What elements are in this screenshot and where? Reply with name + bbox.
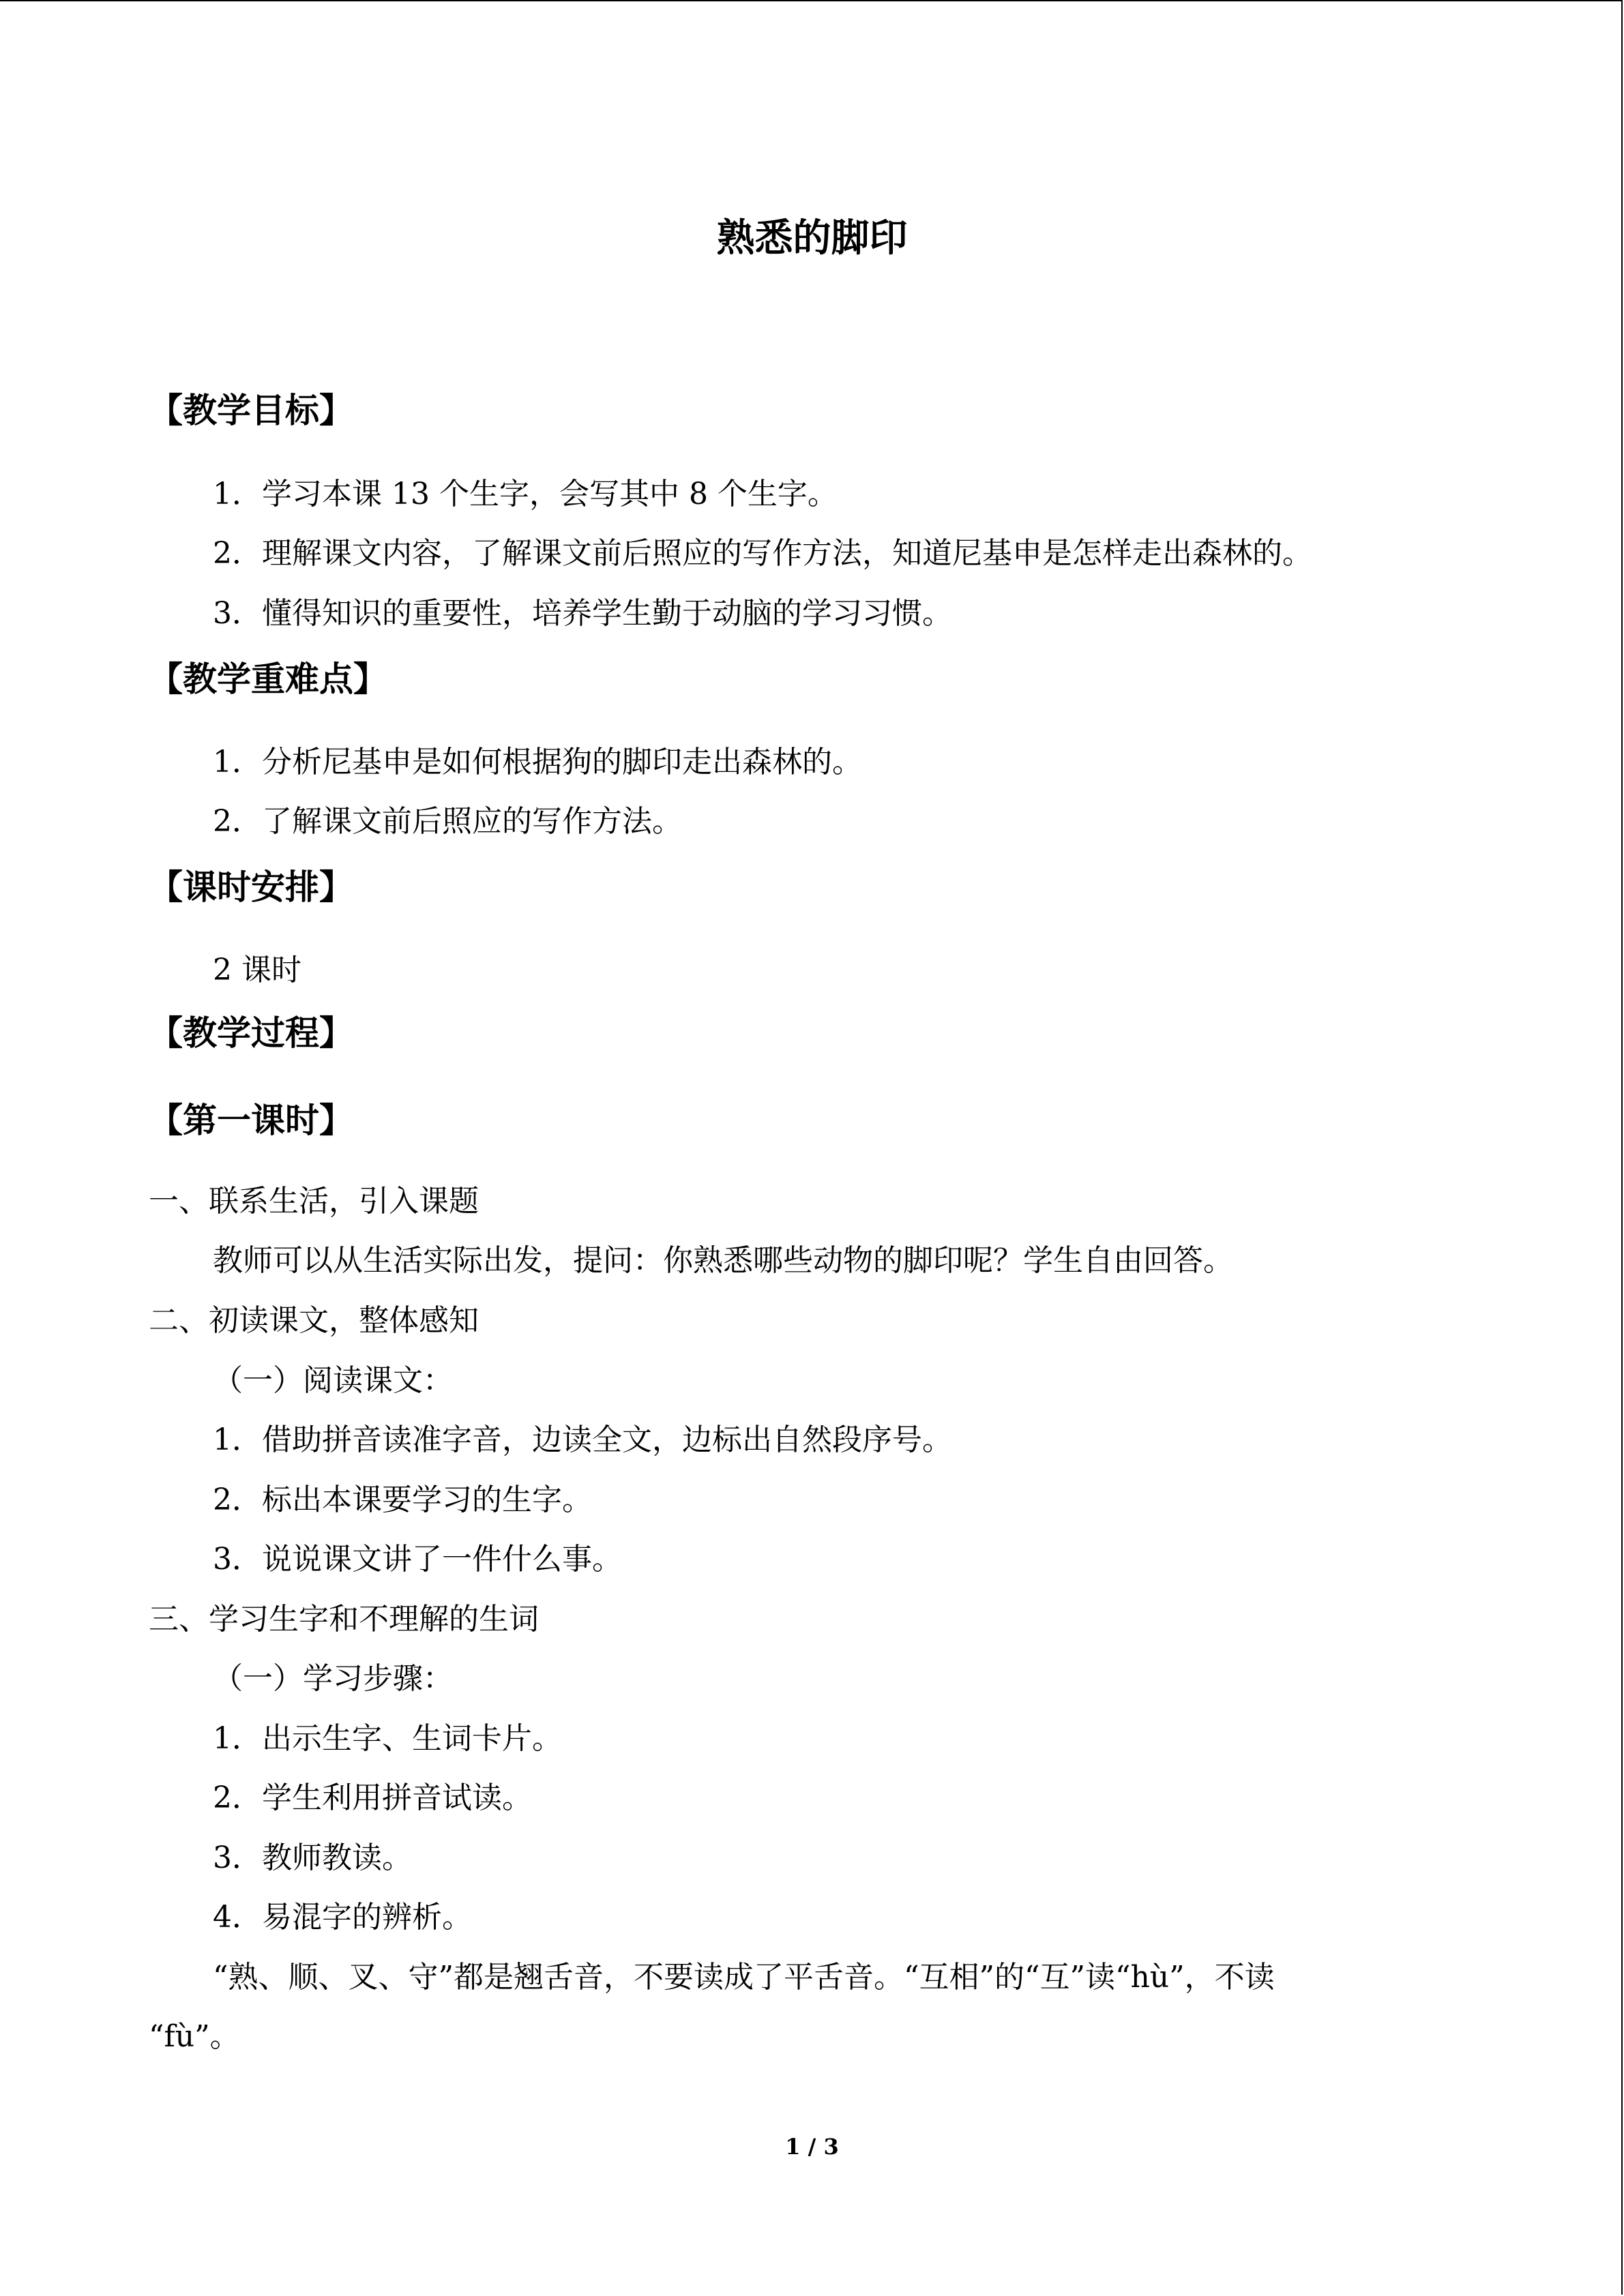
part3-title: 三、学习生字和不理解的生词 — [149, 1602, 539, 1637]
part2-item-3: 3．说说课文讲了一件什么事。 — [213, 1542, 622, 1577]
part3-item-1: 1．出示生字、生词卡片。 — [213, 1721, 562, 1756]
part2-sub: （一）阅读课文： — [213, 1363, 453, 1398]
heading-teaching-goals: 【教学目标】 — [149, 391, 353, 430]
key-point-item-2: 2．了解课文前后照应的写作方法。 — [213, 804, 682, 839]
page-number: 1 / 3 — [785, 2134, 839, 2160]
schedule-text: 2 课时 — [213, 953, 301, 987]
part3-item-2: 2．学生利用拼音试读。 — [213, 1780, 532, 1815]
part3-item-4: 4．易混字的辨析。 — [213, 1900, 472, 1935]
part1-title: 一、联系生活，引入课题 — [149, 1184, 479, 1219]
key-point-item-1: 1．分析尼基申是如何根据狗的脚印走出森林的。 — [213, 745, 862, 779]
part3-note-line-2: “fù”。 — [149, 2019, 240, 2054]
goal-item-2: 2．理解课文内容，了解课文前后照应的写作方法，知道尼基申是怎样走出森林的。 — [213, 536, 1312, 571]
heading-key-points: 【教学重难点】 — [149, 659, 387, 699]
heading-first-lesson: 【第一课时】 — [149, 1101, 353, 1140]
goal-item-1: 1．学习本课 13 个生字，会写其中 8 个生字。 — [213, 477, 838, 511]
part2-title: 二、初读课文，整体感知 — [149, 1303, 479, 1338]
heading-schedule: 【课时安排】 — [149, 867, 353, 907]
document-title: 熟悉的脚印 — [716, 216, 908, 260]
part3-item-3: 3．教师教读。 — [213, 1840, 412, 1875]
part3-note-line-1: “熟、顺、叉、守”都是翘舌音，不要读成了平舌音。“互相”的“互”读“hù”，不读 — [213, 1960, 1275, 1995]
part2-item-1: 1．借助拼音读准字音，边读全文，边标出自然段序号。 — [213, 1422, 952, 1457]
part2-item-2: 2．标出本课要学习的生字。 — [213, 1482, 592, 1517]
goal-item-3: 3．懂得知识的重要性，培养学生勤于动脑的学习习惯。 — [213, 596, 952, 631]
part1-text: 教师可以从生活实际出发，提问：你熟悉哪些动物的脚印呢？学生自由回答。 — [213, 1243, 1233, 1278]
heading-process: 【教学过程】 — [149, 1013, 353, 1053]
part3-sub: （一）学习步骤： — [213, 1661, 453, 1696]
